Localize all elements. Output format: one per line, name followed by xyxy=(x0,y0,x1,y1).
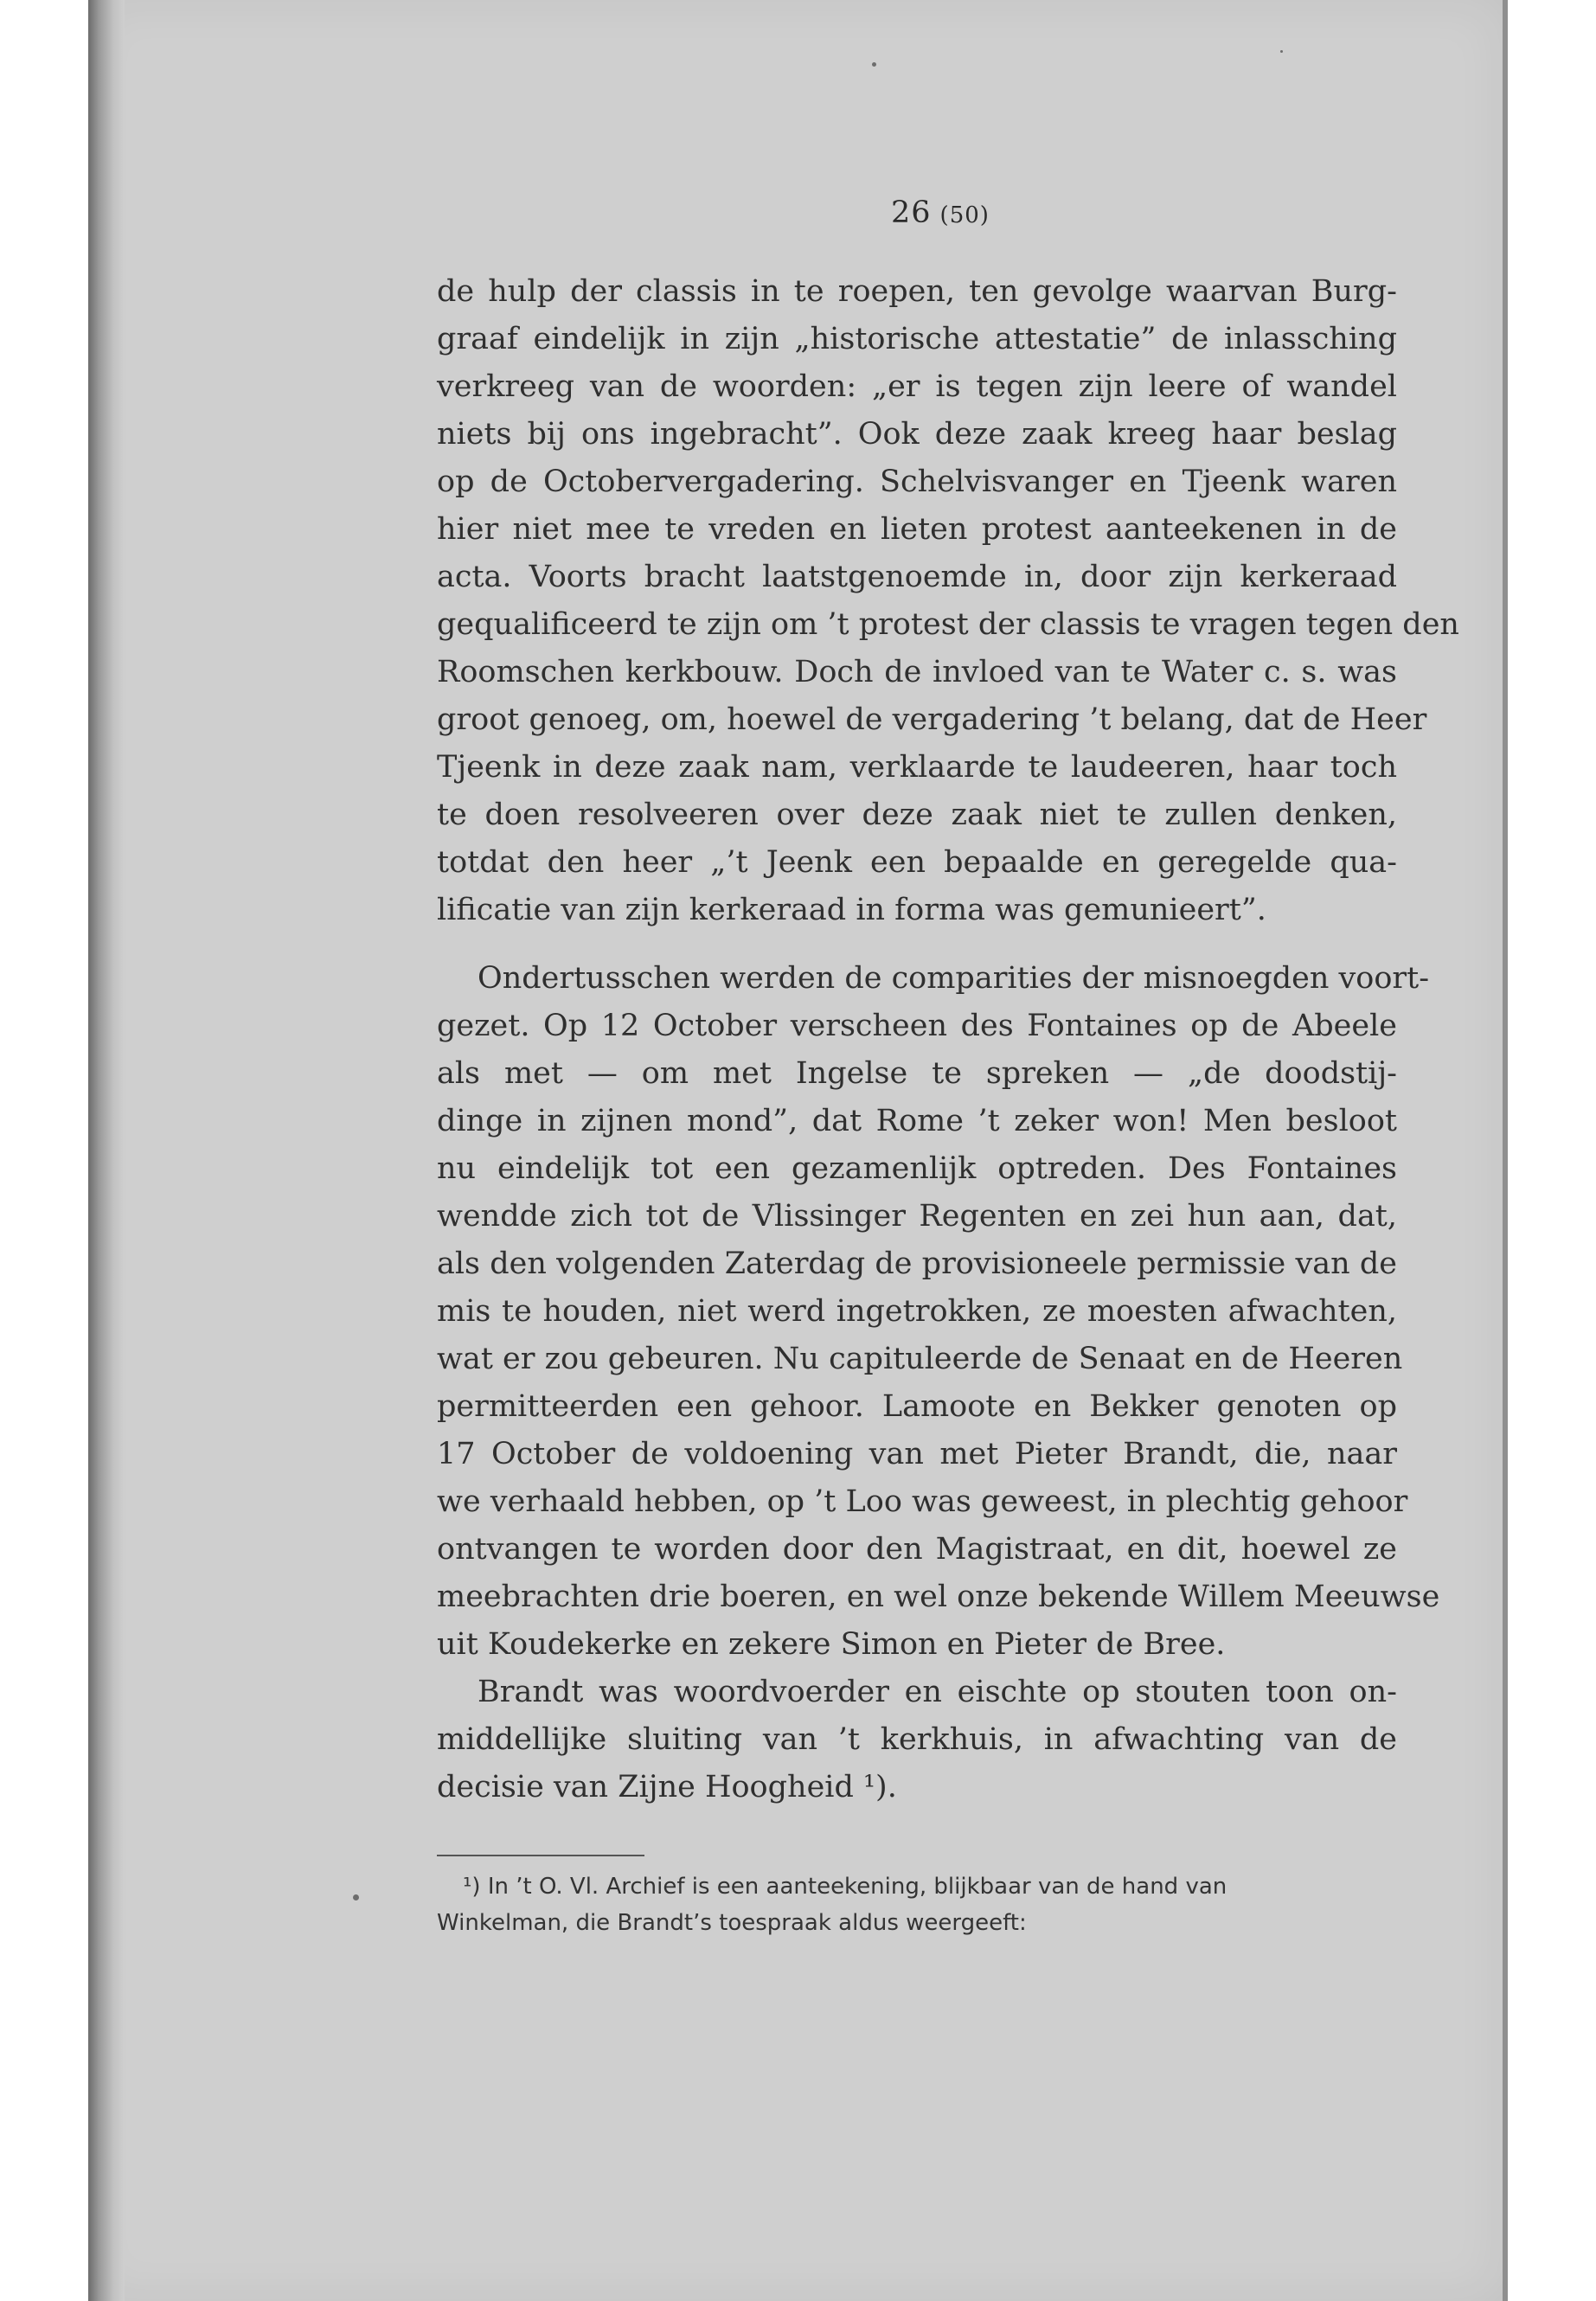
page-binding-shadow xyxy=(88,0,125,2301)
text-line: we verhaald hebben, op ’t Loo was geweest, in plechtig gehoor xyxy=(437,1484,1408,1519)
text-line: lificatie van zijn kerkeraad in forma was gemunieert”. xyxy=(437,893,1266,927)
text-line: Tjeenk in deze zaak nam, verklaarde te laudeeren, haar toch xyxy=(437,750,1397,785)
text-line: gezet. Op 12 October verscheen des Fontaines op de Abeele xyxy=(437,1009,1397,1043)
scan-margin-left xyxy=(0,0,88,2301)
speck xyxy=(353,1894,359,1900)
text-line: niets bij ons ingebracht”. Ook deze zaak kreeg haar beslag xyxy=(437,417,1397,452)
text-line: nu eindelijk tot een gezamenlijk optreden. Des Fontaines xyxy=(437,1151,1397,1186)
text-line: mis te houden, niet werd ingetrokken, ze moesten afwachten, xyxy=(437,1294,1397,1329)
page-number: 26 xyxy=(891,195,932,230)
speck xyxy=(872,62,876,67)
paragraph-gap xyxy=(437,934,1397,955)
footnote-line: ¹) In ’t O. Vl. Archief is een aanteekening, blijkbaar van de hand van xyxy=(463,1874,1227,1900)
footnote-rule xyxy=(437,1855,644,1856)
text-line: Brandt was woordvoerder en eischte op stouten toon on- xyxy=(478,1675,1397,1709)
text-line: hier niet mee te vreden en lieten protest aanteekenen in de xyxy=(437,512,1397,547)
page-header xyxy=(891,195,990,230)
speck xyxy=(1280,50,1283,53)
body-text xyxy=(437,268,1459,1811)
text-line: ontvangen te worden door den Magistraat, en dit, hoewel ze xyxy=(437,1532,1397,1567)
text-line: middellijke sluiting van ’t kerkhuis, in afwachting van de xyxy=(437,1722,1397,1757)
text-line: de hulp der classis in te roepen, ten gevolge waarvan Burg- xyxy=(437,274,1397,309)
text-line: graaf eindelijk in zijn „historische attestatie” de inlassching xyxy=(437,322,1397,356)
text-line: meebrachten drie boeren, en wel onze bekende Willem Meeuwse xyxy=(437,1580,1440,1614)
text-line: uit Koudekerke en zekere Simon en Pieter de Bree. xyxy=(437,1627,1226,1662)
text-line: wendde zich tot de Vlissinger Regenten en zei hun aan, dat, xyxy=(437,1199,1397,1234)
text-line: dinge in zijnen mond”, dat Rome ’t zeker won! Men besloot xyxy=(437,1104,1397,1138)
text-line: decisie van Zijne Hoogheid ¹). xyxy=(437,1770,897,1804)
text-line: permitteerden een gehoor. Lamoote en Bekker genoten op xyxy=(437,1389,1397,1424)
text-line: groot genoeg, om, hoewel de vergadering ’t belang, dat de Heer xyxy=(437,702,1427,737)
text-line: acta. Voorts bracht laatstgenoemde in, door zijn kerkeraad xyxy=(437,560,1397,594)
scan-margin-right xyxy=(1508,0,1596,2301)
footnote-line: Winkelman, die Brandt’s toespraak aldus weergeeft: xyxy=(437,1910,1027,1936)
text-line: Roomschen kerkbouw. Doch de invloed van te Water c. s. was xyxy=(437,655,1397,689)
text-line: verkreeg van de woorden: „er is tegen zijn leere of wandel xyxy=(437,369,1397,404)
text-line: Ondertusschen werden de comparities der misnoegden voort- xyxy=(478,961,1430,996)
text-line: wat er zou gebeuren. Nu capituleerde de Senaat en de Heeren xyxy=(437,1342,1403,1376)
page-alt-number: (50) xyxy=(939,202,990,228)
text-line: op de Octobervergadering. Schelvisvanger en Tjeenk waren xyxy=(437,465,1397,499)
text-line: als met — om met Ingelse te spreken — „de doodstij- xyxy=(437,1056,1397,1091)
text-line: te doen resolveeren over deze zaak niet te zullen denken, xyxy=(437,798,1397,832)
text-line: totdat den heer „’t Jeenk een bepaalde en geregelde qua- xyxy=(437,845,1397,880)
text-line: gequalificeerd te zijn om ’t protest der classis te vragen tegen den xyxy=(437,607,1459,642)
footnotes xyxy=(437,1868,1397,1941)
text-line: als den volgenden Zaterdag de provisioneele permissie van de xyxy=(437,1247,1397,1281)
text-line: 17 October de voldoening van met Pieter Brandt, die, naar xyxy=(437,1437,1397,1471)
